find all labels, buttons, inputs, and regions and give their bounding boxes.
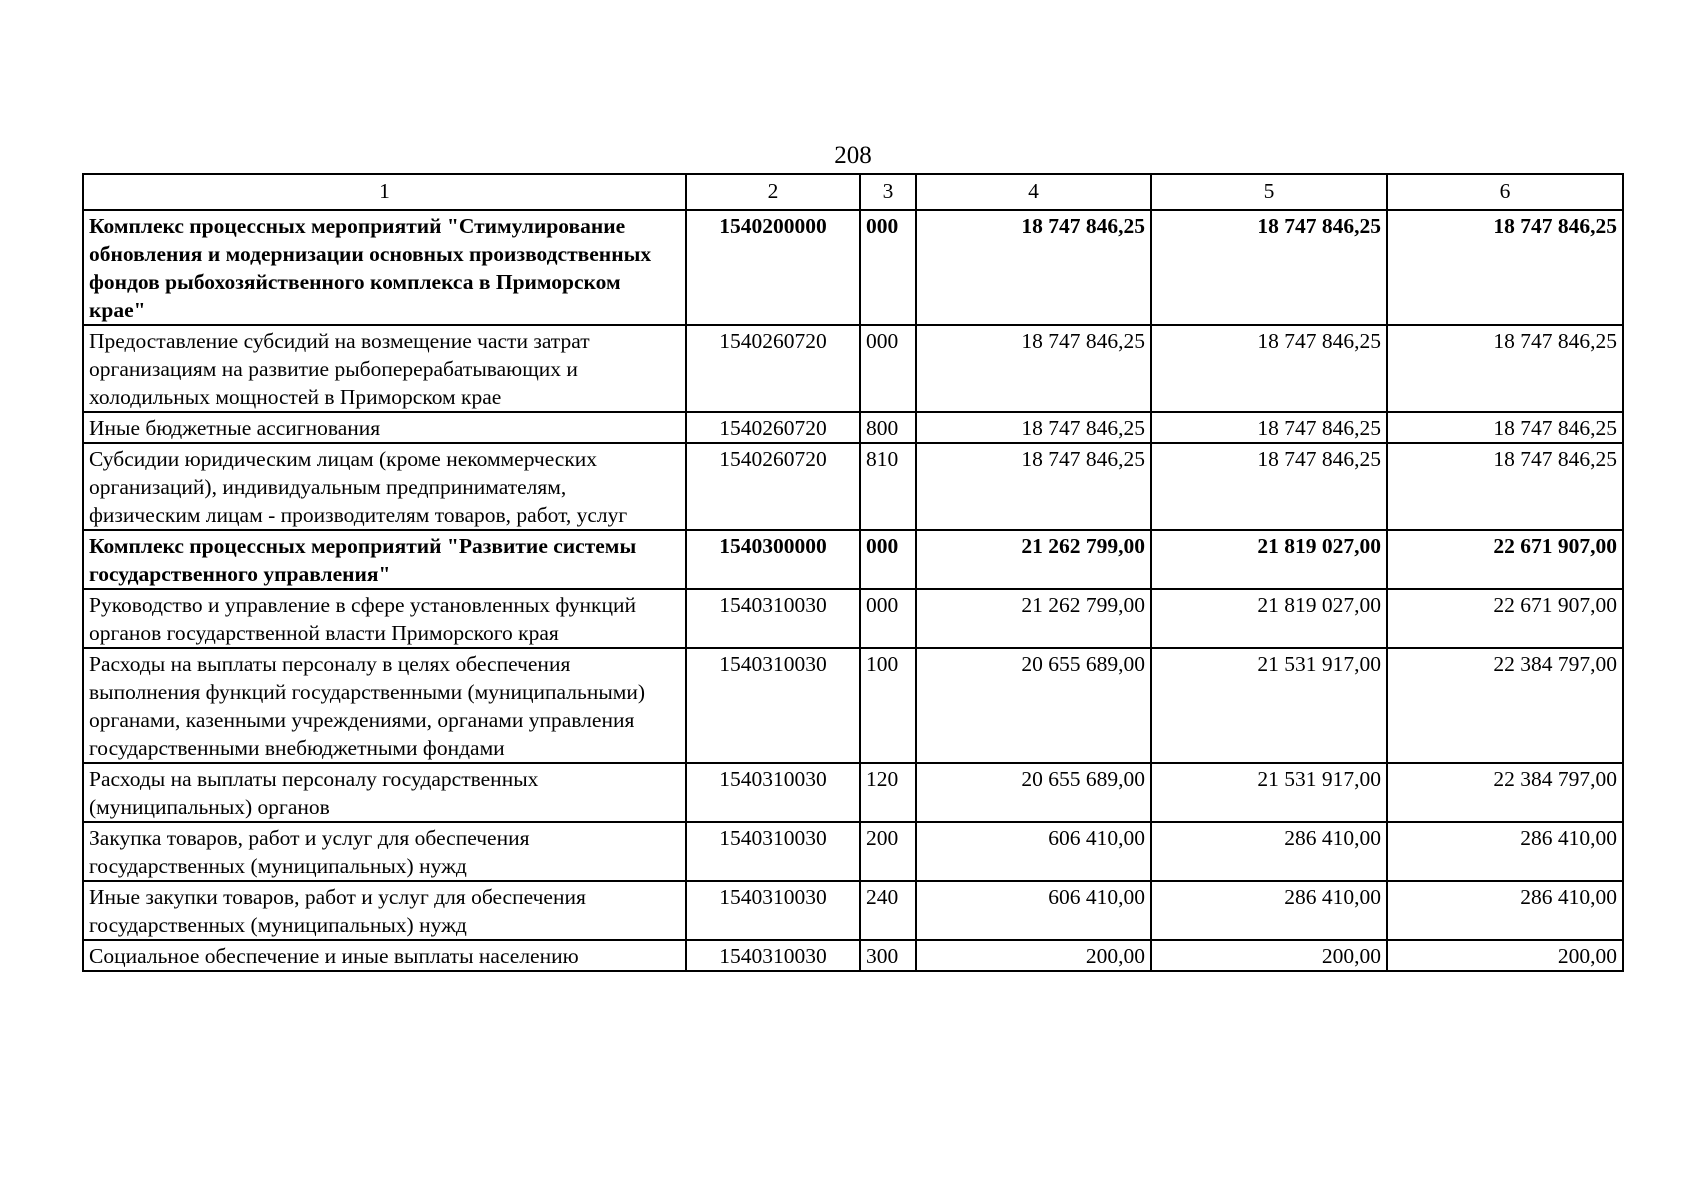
table-row [83,443,1623,530]
table-row [83,763,1623,822]
amount-col4: 606 410,00 [916,822,1151,881]
expense-name: Руководство и управление в сфере установленных функций органов государственной власти Приморского края [83,589,686,648]
expense-name: Иные закупки товаров, работ и услуг для обеспечения государственных (муниципальных) нужд [83,881,686,940]
expense-type-code: 000 [860,530,916,589]
target-article-code: 1540260720 [686,443,860,530]
amount-col5: 21 531 917,00 [1151,763,1387,822]
amount-col4: 21 262 799,00 [916,530,1151,589]
amount-col6: 200,00 [1387,940,1623,971]
column-header: 1 [83,174,686,210]
target-article-code: 1540260720 [686,325,860,412]
table-row [83,940,1623,971]
expense-type-code: 100 [860,648,916,763]
amount-col4: 20 655 689,00 [916,763,1151,822]
target-article-code: 1540310030 [686,940,860,971]
target-article-code: 1540310030 [686,648,860,763]
expense-name: Комплекс процессных мероприятий "Стимулирование обновления и модернизации основных производственных фондов рыбохозяйственного комплекса в Приморском крае" [83,210,686,325]
column-header: 2 [686,174,860,210]
amount-col5: 18 747 846,25 [1151,325,1387,412]
expense-type-code: 120 [860,763,916,822]
expense-type-code: 800 [860,412,916,443]
table-row [83,530,1623,589]
target-article-code: 1540310030 [686,881,860,940]
amount-col4: 18 747 846,25 [916,210,1151,325]
expense-type-code: 240 [860,881,916,940]
expense-name: Закупка товаров, работ и услуг для обеспечения государственных (муниципальных) нужд [83,822,686,881]
column-header: 5 [1151,174,1387,210]
expense-name: Расходы на выплаты персоналу государственных (муниципальных) органов [83,763,686,822]
expense-type-code: 000 [860,210,916,325]
table-row [83,412,1623,443]
expense-type-code: 000 [860,589,916,648]
amount-col5: 18 747 846,25 [1151,412,1387,443]
amount-col6: 22 671 907,00 [1387,530,1623,589]
amount-col4: 18 747 846,25 [916,412,1151,443]
expense-type-code: 300 [860,940,916,971]
amount-col4: 18 747 846,25 [916,325,1151,412]
expense-type-code: 810 [860,443,916,530]
table-row [83,822,1623,881]
amount-col6: 18 747 846,25 [1387,443,1623,530]
amount-col4: 21 262 799,00 [916,589,1151,648]
table-row [83,648,1623,763]
target-article-code: 1540310030 [686,589,860,648]
budget-table [82,173,1624,972]
amount-col5: 286 410,00 [1151,822,1387,881]
amount-col5: 21 819 027,00 [1151,530,1387,589]
column-header: 6 [1387,174,1623,210]
target-article-code: 1540310030 [686,763,860,822]
amount-col6: 286 410,00 [1387,822,1623,881]
table-row [83,589,1623,648]
amount-col6: 22 671 907,00 [1387,589,1623,648]
amount-col4: 20 655 689,00 [916,648,1151,763]
table-row [83,325,1623,412]
table-header-row [83,174,1623,210]
target-article-code: 1540200000 [686,210,860,325]
target-article-code: 1540260720 [686,412,860,443]
expense-name: Комплекс процессных мероприятий "Развитие системы государственного управления" [83,530,686,589]
amount-col5: 200,00 [1151,940,1387,971]
expense-name: Предоставление субсидий на возмещение части затрат организациям на развитие рыбоперерабатывающих и холодильных мощностей в Приморском крае [83,325,686,412]
expense-name: Расходы на выплаты персоналу в целях обеспечения выполнения функций государственными (муниципальными) органами, казенными учреждениями, органами управления государственными внебюджетными фондами [83,648,686,763]
amount-col4: 200,00 [916,940,1151,971]
expense-name: Социальное обеспечение и иные выплаты населению [83,940,686,971]
amount-col5: 18 747 846,25 [1151,443,1387,530]
amount-col6: 286 410,00 [1387,881,1623,940]
amount-col4: 18 747 846,25 [916,443,1151,530]
target-article-code: 1540300000 [686,530,860,589]
table-row [83,881,1623,940]
amount-col6: 22 384 797,00 [1387,648,1623,763]
amount-col4: 606 410,00 [916,881,1151,940]
amount-col5: 18 747 846,25 [1151,210,1387,325]
expense-name: Субсидии юридическим лицам (кроме некоммерческих организаций), индивидуальным предпринимателям, физическим лицам - производителям товаров, работ, услуг [83,443,686,530]
amount-col6: 18 747 846,25 [1387,210,1623,325]
expense-name: Иные бюджетные ассигнования [83,412,686,443]
page-number: 208 [834,142,872,169]
amount-col5: 21 819 027,00 [1151,589,1387,648]
expense-type-code: 200 [860,822,916,881]
column-header: 4 [916,174,1151,210]
target-article-code: 1540310030 [686,822,860,881]
amount-col6: 22 384 797,00 [1387,763,1623,822]
column-header: 3 [860,174,916,210]
amount-col5: 286 410,00 [1151,881,1387,940]
table-row [83,210,1623,325]
amount-col6: 18 747 846,25 [1387,412,1623,443]
expense-type-code: 000 [860,325,916,412]
amount-col6: 18 747 846,25 [1387,325,1623,412]
amount-col5: 21 531 917,00 [1151,648,1387,763]
